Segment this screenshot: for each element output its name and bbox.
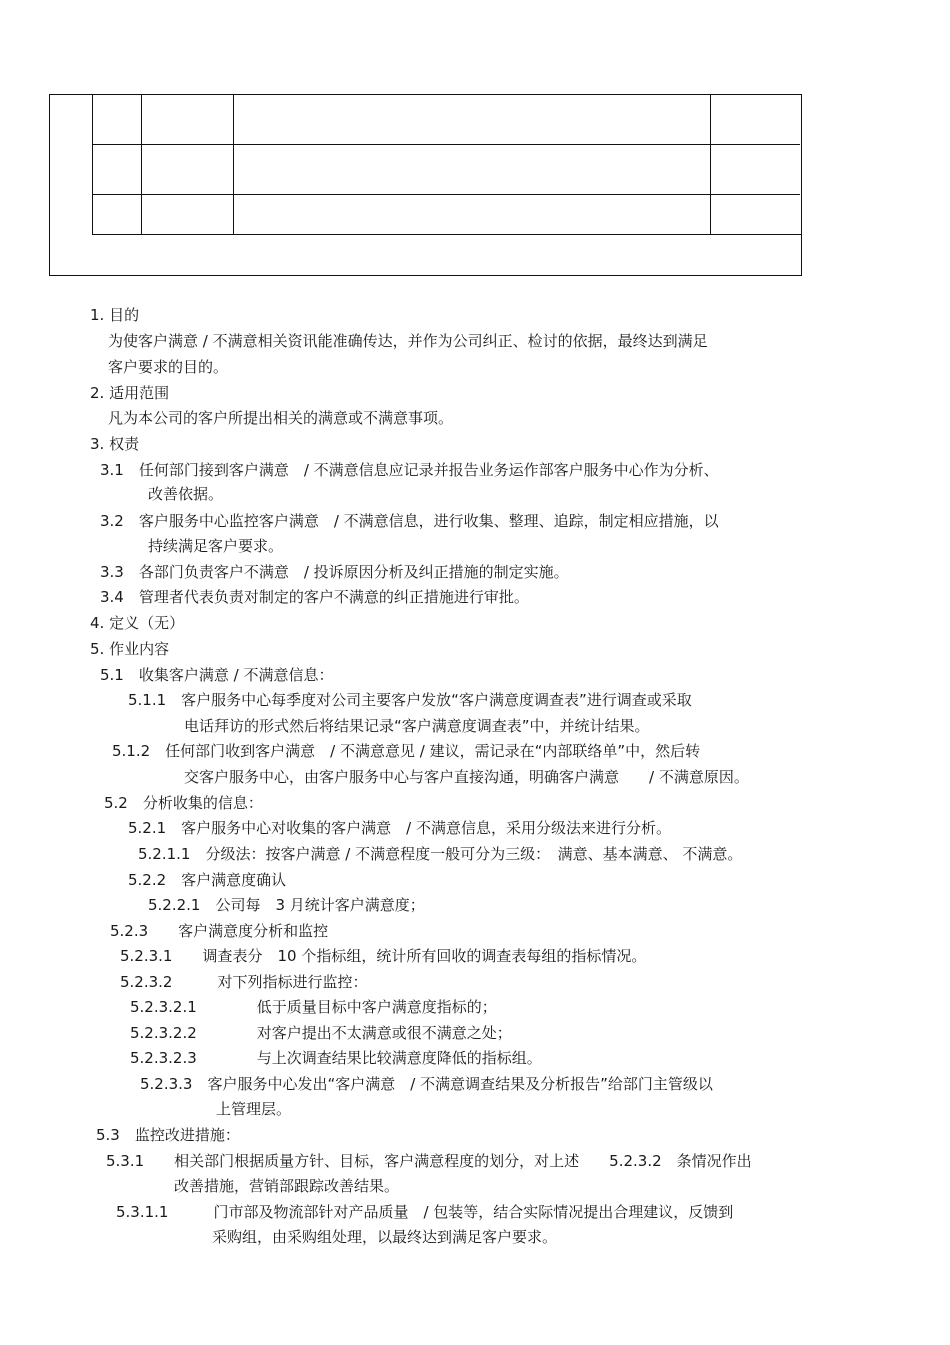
list-item: 5.2.3.2.1 低于质量目标中客户满意度指标的； <box>130 998 497 1016</box>
header-table <box>49 94 802 276</box>
list-item: 5.2.3.1 调查表分 10 个指标组，统计所有回收的调查表每组的指标情况。 <box>120 947 647 965</box>
list-item-continuation: 交客户服务中心，由客户服务中心与客户直接沟通，明确客户满意 / 不满意原因。 <box>184 768 749 786</box>
list-item: 5.2 分析收集的信息： <box>104 794 263 812</box>
list-item-continuation: 改善依据。 <box>148 485 224 503</box>
col-line-3 <box>233 94 234 234</box>
list-item-continuation: 上管理层。 <box>216 1100 292 1118</box>
list-item: 5.2.1.1 分级法：按客户满意 / 不满意程度一般可分为三级： 满意、基本满意、 不满意。 <box>138 845 743 863</box>
list-item: 5.3.1 相关部门根据质量方针、目标，客户满意程度的划分，对上述 5.2.3.2 条情况作出 <box>106 1152 752 1170</box>
list-item: 5.2.3.2.2 对客户提出不太满意或很不满意之处； <box>130 1024 512 1042</box>
list-item-continuation: 持续满足客户要求。 <box>148 537 284 555</box>
list-item-continuation: 改善措施，营销部跟踪改善结果。 <box>174 1177 400 1195</box>
list-item: 5.1 收集客户满意 / 不满意信息： <box>100 666 334 684</box>
col-line-2 <box>141 94 142 234</box>
list-item: 5.1.1 客户服务中心每季度对公司主要客户发放“客户满意度调查表”进行调查或采取 <box>128 691 692 709</box>
list-item: 5.2.3.3 客户服务中心发出“客户满意 / 不满意调查结果及分析报告”给部门主管级以 <box>140 1075 713 1093</box>
list-item: 3.3 各部门负责客户不满意 / 投诉原因分析及纠正措施的制定实施。 <box>100 563 569 581</box>
section-heading-3: 3. 权责 <box>90 435 140 453</box>
list-item: 3.1 任何部门接到客户满意 / 不满意信息应记录并报告业务运作部客户服务中心作为分析、 <box>100 461 719 479</box>
list-item: 5.3 监控改进措施： <box>96 1126 240 1144</box>
list-item: 5.2.3 客户满意度分析和监控 <box>110 922 329 940</box>
list-item: 3.4 管理者代表负责对制定的客户不满意的纠正措施进行审批。 <box>100 588 529 606</box>
list-item: 3.2 客户服务中心监控客户满意 / 不满意信息，进行收集、整理、追踪，制定相应措施，以 <box>100 512 719 530</box>
section-heading-4: 4. 定义（无） <box>90 614 185 632</box>
section-heading-2: 2. 适用范围 <box>90 384 170 402</box>
list-item-continuation: 采购组，由采购组处理，以最终达到满足客户要求。 <box>212 1228 558 1246</box>
list-item: 5.2.2.1 公司每 3 月统计客户满意度； <box>148 896 425 914</box>
paragraph-line: 凡为本公司的客户所提出相关的满意或不满意事项。 <box>108 409 454 427</box>
list-item: 5.2.1 客户服务中心对收集的客户满意 / 不满意信息，采用分级法来进行分析。 <box>128 819 671 837</box>
list-item: 5.2.2 客户满意度确认 <box>128 871 287 889</box>
list-item-continuation: 电话拜访的形式然后将结果记录“客户满意度调查表”中，并统计结果。 <box>184 717 650 735</box>
list-item: 5.2.3.2.3 与上次调查结果比较满意度降低的指标组。 <box>130 1049 542 1067</box>
paragraph-line: 客户要求的目的。 <box>108 358 229 376</box>
paragraph-line: 为使客户满意 / 不满意相关资讯能准确传达，并作为公司纠正、检讨的依据，最终达到满足 <box>108 332 708 350</box>
list-item: 5.3.1.1 门市部及物流部针对产品质量 / 包装等，结合实际情况提出合理建议，反馈到 <box>116 1203 734 1221</box>
row-line-1 <box>92 144 800 145</box>
section-heading-5: 5. 作业内容 <box>90 640 170 658</box>
table-inner-block <box>92 94 801 235</box>
list-item: 5.1.2 任何部门收到客户满意 / 不满意意见 / 建议，需记录在“内部联络单”中，然后转 <box>112 742 701 760</box>
col-line-4 <box>710 94 711 234</box>
section-heading-1: 1. 目的 <box>90 306 140 324</box>
row-line-2 <box>92 194 800 195</box>
list-item: 5.2.3.2 对下列指标进行监控： <box>120 973 368 991</box>
